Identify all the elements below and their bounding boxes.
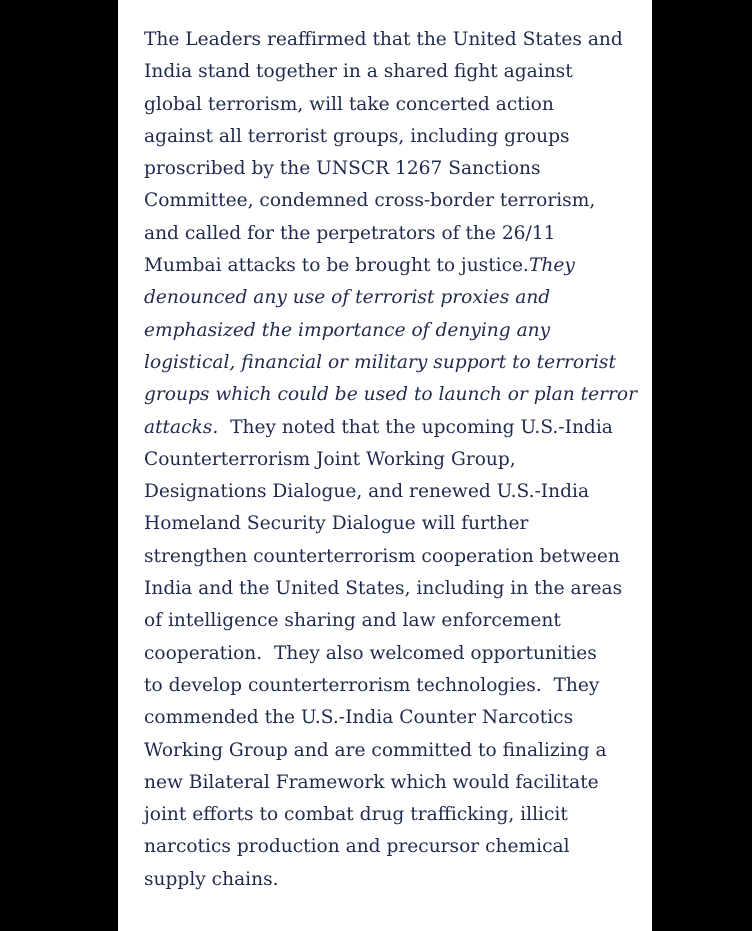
- italic-text-segment: They: [528, 255, 575, 277]
- text-line: [144, 121, 644, 153]
- document-page: [118, 0, 652, 931]
- text-line: [144, 831, 644, 863]
- text-segment: India and the United States, including in the areas: [144, 578, 623, 600]
- text-line: [144, 702, 644, 734]
- text-line: [144, 508, 644, 540]
- text-segment: to develop counterterrorism technologies. They: [144, 674, 600, 696]
- text-segment: narcotics production and precursor chemical: [144, 836, 570, 858]
- text-line: [144, 799, 644, 831]
- text-segment: They noted that the upcoming U.S.-India: [218, 416, 613, 438]
- text-line: [144, 476, 644, 508]
- text-line: [144, 541, 644, 573]
- italic-text-segment: attacks.: [144, 416, 219, 438]
- text-segment: Designations Dialogue, and renewed U.S.-India: [144, 481, 590, 503]
- text-segment: commended the U.S.-India Counter Narcotics: [144, 707, 574, 729]
- italic-text-segment: denounced any use of terrorist proxies and: [144, 287, 551, 309]
- text-line: [144, 605, 644, 637]
- text-line: [144, 56, 644, 88]
- text-line: [144, 767, 644, 799]
- text-segment: new Bilateral Framework which would facilitate: [144, 771, 599, 793]
- text-line: [144, 218, 644, 250]
- text-line: [144, 185, 644, 217]
- text-line: [144, 315, 644, 347]
- text-line: [144, 250, 644, 282]
- text-line: [144, 412, 644, 444]
- text-segment: The Leaders reaffirmed that the United States and: [144, 29, 623, 50]
- text-segment: Mumbai attacks to be brought to justice.: [144, 255, 529, 277]
- text-line: [144, 153, 644, 185]
- text-line: [144, 735, 644, 767]
- text-segment: global terrorism, will take concerted action: [144, 93, 554, 115]
- text-segment: proscribed by the UNSCR 1267 Sanctions: [144, 158, 541, 180]
- text-line: [144, 638, 644, 670]
- text-line: [144, 573, 644, 605]
- text-segment: and called for the perpetrators of the 26/11: [144, 222, 556, 244]
- text-segment: Homeland Security Dialogue will further: [144, 513, 529, 535]
- text-segment: against all terrorist groups, including groups: [144, 125, 570, 147]
- text-line: [144, 89, 644, 121]
- text-segment: Committee, condemned cross-border terrorism,: [144, 190, 596, 212]
- text-segment: Working Group and are committed to finalizing a: [144, 739, 607, 761]
- text-segment: cooperation. They also welcomed opportunities: [144, 642, 597, 664]
- text-line: [144, 444, 644, 476]
- italic-text-segment: logistical, financial or military support to terrorist: [144, 351, 616, 373]
- text-segment: Counterterrorism Joint Working Group,: [144, 448, 516, 470]
- text-segment: joint efforts to combat drug trafficking, illicit: [144, 804, 568, 826]
- italic-text-segment: groups which could be used to launch or plan terror: [144, 384, 637, 406]
- text-line: [144, 282, 644, 314]
- text-line: [144, 24, 644, 56]
- text-line: [144, 864, 644, 896]
- text-segment: supply chains.: [144, 868, 279, 890]
- text-line: [144, 670, 644, 702]
- italic-text-segment: emphasized the importance of denying any: [144, 319, 551, 341]
- text-segment: strengthen counterterrorism cooperation between: [144, 545, 620, 567]
- text-segment: India stand together in a shared fight against: [144, 61, 573, 83]
- text-segment: of intelligence sharing and law enforcement: [144, 610, 561, 632]
- statement-paragraph: [144, 24, 644, 896]
- text-line: [144, 347, 644, 379]
- text-line: [144, 379, 644, 411]
